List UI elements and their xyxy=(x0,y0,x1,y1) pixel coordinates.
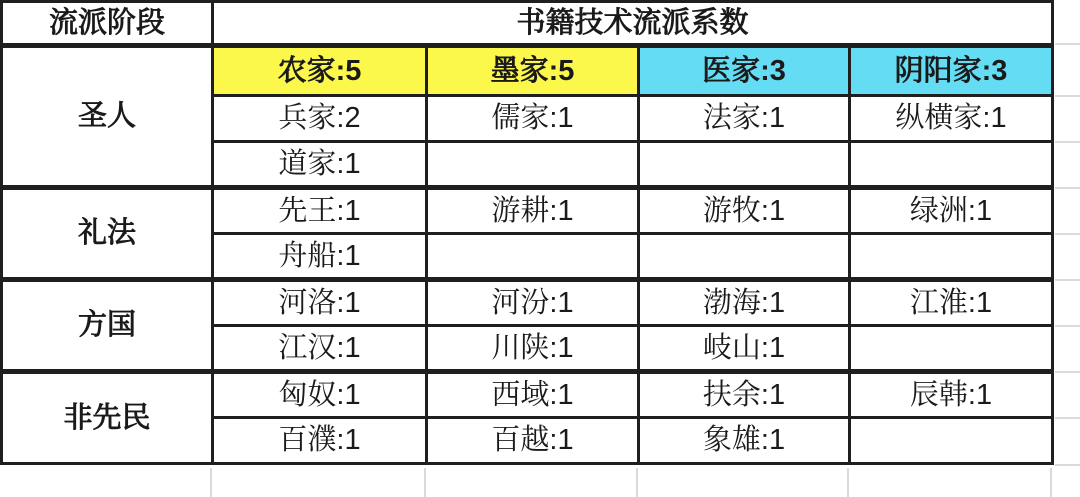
faint-gridline-v xyxy=(1050,468,1052,497)
school-header-yinyangjia: 阴阳家:3 xyxy=(850,46,1053,96)
data-cell: 游耕:1 xyxy=(427,188,639,234)
stage-cell-shengren: 圣人 xyxy=(2,46,213,188)
stage-column-header: 流派阶段 xyxy=(2,2,213,46)
faint-gridline-v xyxy=(424,468,426,497)
data-cell: 先王:1 xyxy=(213,188,427,234)
data-cell: 象雄:1 xyxy=(639,418,850,464)
faint-gridline-h xyxy=(1055,325,1080,327)
faint-gridline-v xyxy=(636,468,638,497)
data-cell: 儒家:1 xyxy=(427,96,639,142)
data-cell xyxy=(850,326,1053,372)
data-cell: 百濮:1 xyxy=(213,418,427,464)
data-cell: 游牧:1 xyxy=(639,188,850,234)
data-cell xyxy=(639,234,850,280)
school-header-mojia: 墨家:5 xyxy=(427,46,639,96)
faint-gridline-h xyxy=(1055,417,1080,419)
faint-gridline-v xyxy=(210,468,212,497)
data-cell: 西域:1 xyxy=(427,372,639,418)
data-cell: 绿洲:1 xyxy=(850,188,1053,234)
data-cell xyxy=(850,142,1053,188)
faint-gridline-h xyxy=(1055,371,1080,373)
data-cell: 江淮:1 xyxy=(850,280,1053,326)
data-cell: 纵横家:1 xyxy=(850,96,1053,142)
faint-gridline-h xyxy=(1055,464,1080,466)
faint-gridline-h xyxy=(1055,141,1080,143)
data-cell: 江汉:1 xyxy=(213,326,427,372)
stage-cell-fangguo: 方国 xyxy=(2,280,213,372)
data-cell: 岐山:1 xyxy=(639,326,850,372)
faint-gridline-v xyxy=(847,468,849,497)
data-cell: 河洛:1 xyxy=(213,280,427,326)
data-cell: 川陕:1 xyxy=(427,326,639,372)
data-cell: 辰韩:1 xyxy=(850,372,1053,418)
stage-cell-lifa: 礼法 xyxy=(2,188,213,280)
data-cell: 舟船:1 xyxy=(213,234,427,280)
table-title: 书籍技术流派系数 xyxy=(213,2,1053,46)
faint-gridline-h xyxy=(1055,43,1080,45)
data-cell xyxy=(427,234,639,280)
data-cell: 渤海:1 xyxy=(639,280,850,326)
stage-cell-feixianmin: 非先民 xyxy=(2,372,213,464)
faint-gridline-h xyxy=(1055,233,1080,235)
faint-gridline-h xyxy=(1055,187,1080,189)
data-cell: 河汾:1 xyxy=(427,280,639,326)
school-header-nongjia: 农家:5 xyxy=(213,46,427,96)
data-cell xyxy=(427,142,639,188)
data-cell: 匈奴:1 xyxy=(213,372,427,418)
school-header-yijia: 医家:3 xyxy=(639,46,850,96)
data-cell xyxy=(850,234,1053,280)
data-cell: 法家:1 xyxy=(639,96,850,142)
faint-gridline-h xyxy=(1055,95,1080,97)
data-cell: 扶余:1 xyxy=(639,372,850,418)
data-cell-bingjia: 兵家:2 xyxy=(213,96,427,142)
data-cell xyxy=(639,142,850,188)
faint-gridline-h xyxy=(1055,279,1080,281)
data-cell: 道家:1 xyxy=(213,142,427,188)
data-cell: 百越:1 xyxy=(427,418,639,464)
data-cell xyxy=(850,418,1053,464)
